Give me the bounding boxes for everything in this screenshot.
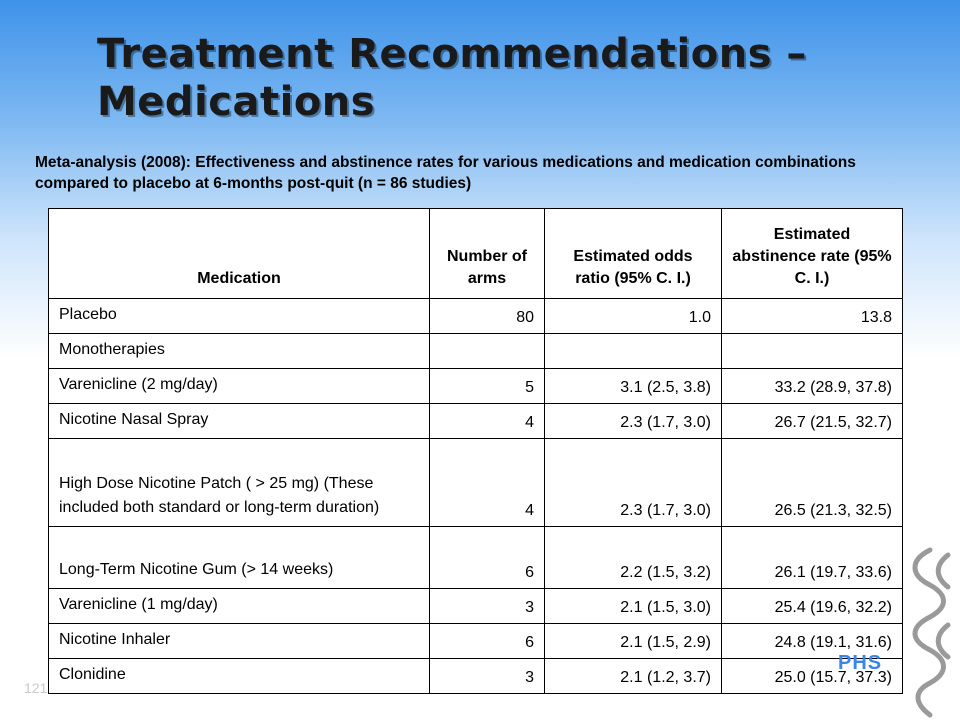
cell-odds-ratio: 2.3 (1.7, 3.0) xyxy=(545,439,722,527)
cell-medication: Long-Term Nicotine Gum (> 14 weeks) xyxy=(49,527,430,589)
table-row xyxy=(49,589,903,624)
decorative-swirl-icon xyxy=(890,545,960,720)
header-medication: Medication xyxy=(49,209,430,299)
header-abstinence-rate: Estimated abstinence rate (95% C. I.) xyxy=(722,209,903,299)
table-row xyxy=(49,404,903,439)
table-header-row xyxy=(49,209,903,299)
phs-logo: PHS xyxy=(838,652,883,674)
cell-abstinence-rate: 25.4 (19.6, 32.2) xyxy=(722,589,903,624)
table-row xyxy=(49,334,903,369)
cell-arms: 4 xyxy=(430,439,545,527)
cell-odds-ratio: 2.1 (1.5, 3.0) xyxy=(545,589,722,624)
cell-abstinence-rate: 33.2 (28.9, 37.8) xyxy=(722,369,903,404)
header-number-of-arms: Number of arms xyxy=(430,209,545,299)
cell-odds-ratio: 2.3 (1.7, 3.0) xyxy=(545,404,722,439)
cell-arms: 4 xyxy=(430,404,545,439)
table-row xyxy=(49,439,903,527)
cell-medication: Nicotine Inhaler xyxy=(49,624,430,659)
slide-subtitle: Meta-analysis (2008): Effectiveness and abstinence rates for various medications and medication combinations compared to placebo at 6-months post-quit (n = 86 studies) xyxy=(35,154,856,192)
cell-abstinence-rate xyxy=(722,334,903,369)
cell-odds-ratio: 2.1 (1.2, 3.7) xyxy=(545,659,722,694)
cell-medication: Clonidine xyxy=(49,659,430,694)
page-number: 121 xyxy=(24,680,48,696)
cell-medication: Monotherapies xyxy=(49,334,430,369)
cell-arms xyxy=(430,334,545,369)
cell-arms: 6 xyxy=(430,624,545,659)
cell-arms: 3 xyxy=(430,659,545,694)
cell-abstinence-rate: 13.8 xyxy=(722,299,903,334)
cell-arms: 80 xyxy=(430,299,545,334)
cell-abstinence-rate: 24.8 (19.1, 31.6) xyxy=(722,624,903,659)
cell-odds-ratio: 2.1 (1.5, 2.9) xyxy=(545,624,722,659)
cell-arms: 3 xyxy=(430,589,545,624)
table-row xyxy=(49,527,903,589)
cell-abstinence-rate: 25.0 (15.7, 37.3) xyxy=(722,659,903,694)
medications-table xyxy=(48,208,903,694)
table-row xyxy=(49,299,903,334)
cell-arms: 5 xyxy=(430,369,545,404)
cell-medication: Nicotine Nasal Spray xyxy=(49,404,430,439)
cell-odds-ratio: 3.1 (2.5, 3.8) xyxy=(545,369,722,404)
slide-title: Treatment Recommendations – Medications xyxy=(97,31,807,125)
table-row xyxy=(49,659,903,694)
table-row xyxy=(49,624,903,659)
cell-abstinence-rate: 26.7 (21.5, 32.7) xyxy=(722,404,903,439)
header-odds-ratio: Estimated odds ratio (95% C. I.) xyxy=(545,209,722,299)
cell-abstinence-rate: 26.5 (21.3, 32.5) xyxy=(722,439,903,527)
cell-medication: High Dose Nicotine Patch ( > 25 mg) (These included both standard or long-term duration) xyxy=(49,439,430,527)
cell-abstinence-rate: 26.1 (19.7, 33.6) xyxy=(722,527,903,589)
cell-medication: Varenicline (2 mg/day) xyxy=(49,369,430,404)
cell-odds-ratio xyxy=(545,334,722,369)
cell-medication: Placebo xyxy=(49,299,430,334)
cell-odds-ratio: 1.0 xyxy=(545,299,722,334)
cell-medication: Varenicline (1 mg/day) xyxy=(49,589,430,624)
table-row xyxy=(49,369,903,404)
cell-arms: 6 xyxy=(430,527,545,589)
cell-odds-ratio: 2.2 (1.5, 3.2) xyxy=(545,527,722,589)
